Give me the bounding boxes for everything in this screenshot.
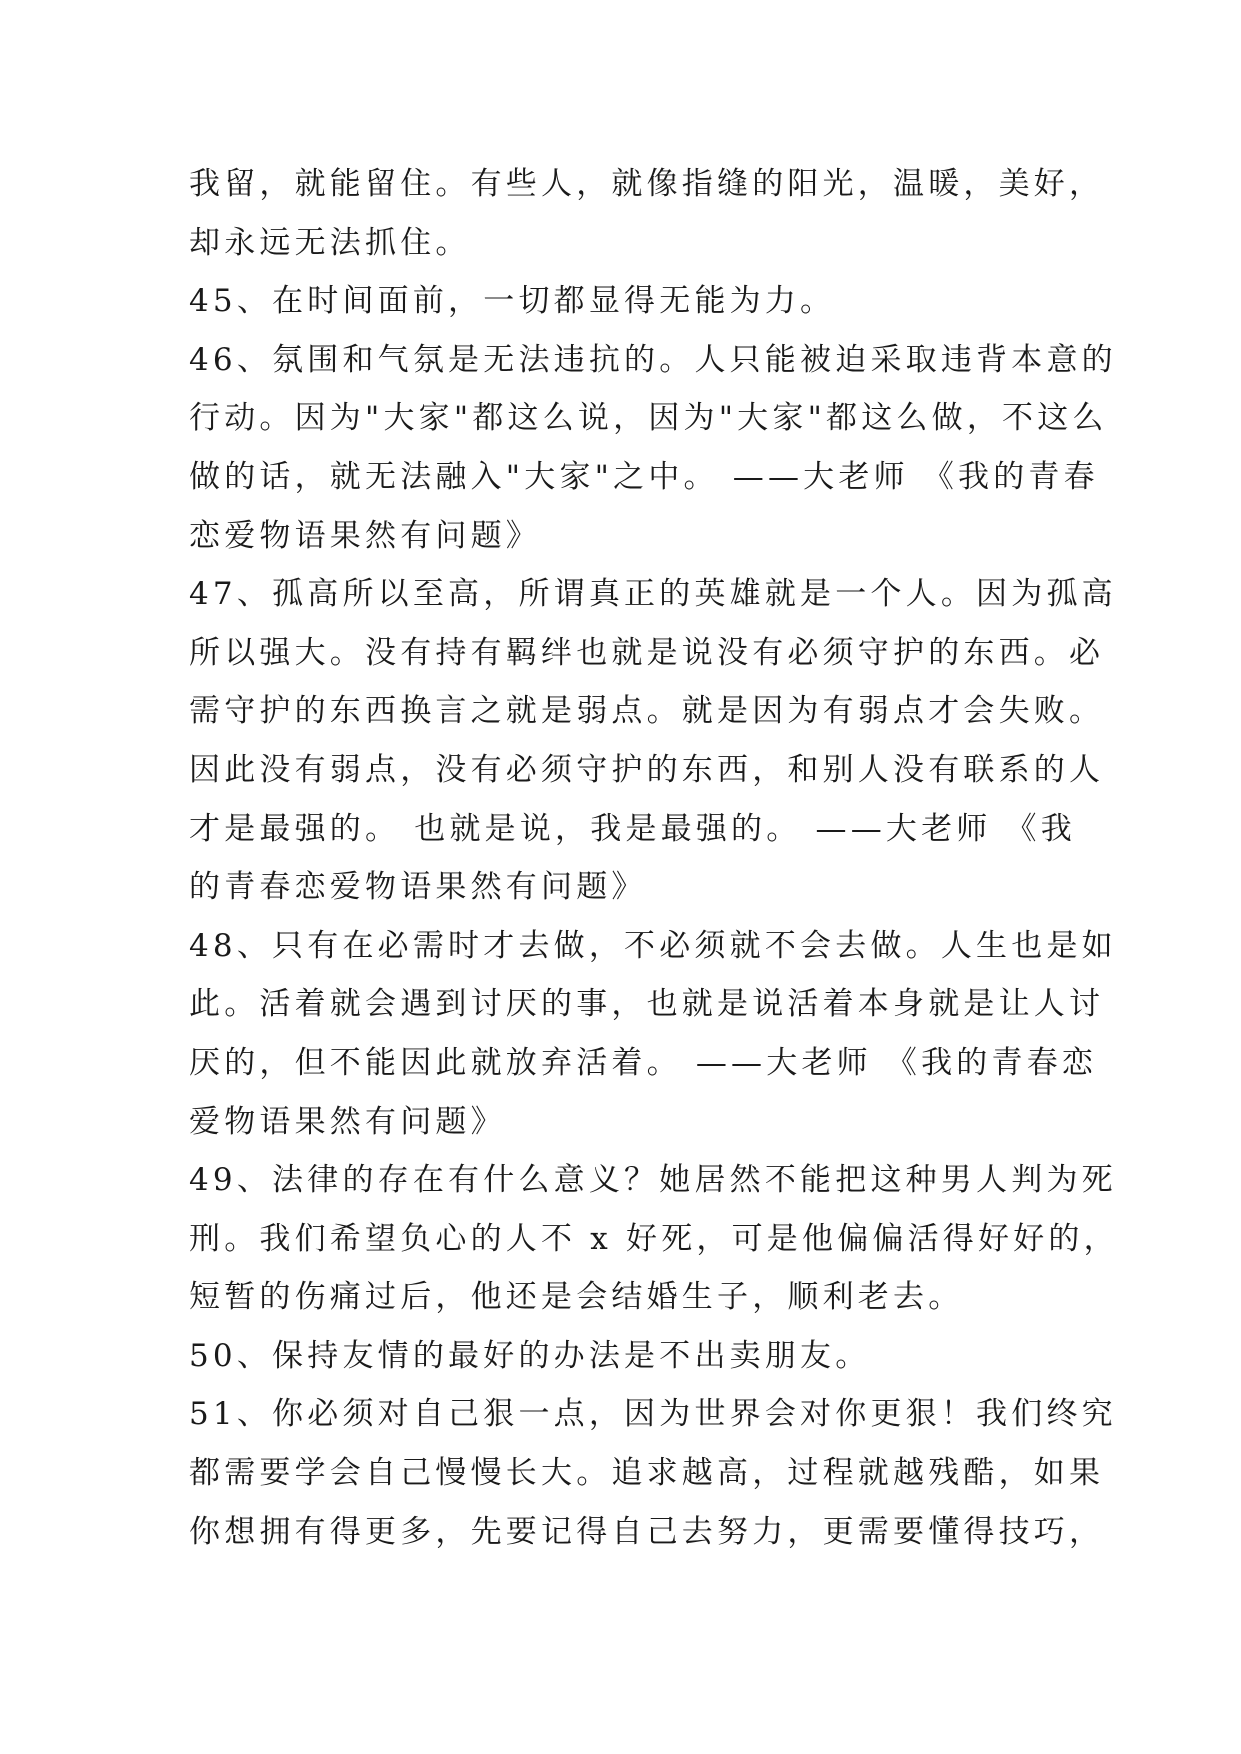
text-line: 49、法律的存在有什么意义？她居然不能把这种男人判为死 xyxy=(189,1162,1117,1199)
text-line: 刑。我们希望负心的人不 x 好死，可是他偏偏活得好好的， xyxy=(189,1220,1119,1257)
text-line: 却永远无法抓住。 xyxy=(189,224,471,261)
document-body xyxy=(189,155,1119,1561)
text-line: 都需要学会自己慢慢长大。追求越高，过程就越残酷，如果 xyxy=(189,1455,1105,1492)
text-line: 行动。因为"大家"都这么说，因为"大家"都这么做，不这么 xyxy=(189,400,1108,437)
text-line: 所以强大。没有持有羁绊也就是说没有必须守护的东西。必 xyxy=(189,634,1105,671)
text-line: 厌的，但不能因此就放弃活着。 ——大老师 《我的青春恋 xyxy=(189,1044,1098,1081)
text-line: 才是最强的。 也就是说，我是最强的。 ——大老师 《我 xyxy=(189,810,1076,847)
text-line: 做的话，就无法融入"大家"之中。 ——大老师 《我的青春 xyxy=(189,458,1099,495)
text-line: 恋爱物语果然有问题》 xyxy=(189,517,541,554)
text-line: 51、你必须对自己狠一点，因为世界会对你更狠！我们终究 xyxy=(189,1396,1117,1433)
text-line: 需守护的东西换言之就是弱点。就是因为有弱点才会失败。 xyxy=(189,693,1105,730)
text-line: 47、孤高所以至高，所谓真正的英雄就是一个人。因为孤高 xyxy=(189,576,1117,613)
text-line: 我留，就能留住。有些人，就像指缝的阳光，温暖，美好， xyxy=(189,166,1105,202)
text-line: 此。活着就会遇到讨厌的事，也就是说活着本身就是让人讨 xyxy=(189,986,1105,1023)
text-line: 46、氛围和气氛是无法违抗的。人只能被迫采取违背本意的 xyxy=(189,341,1117,378)
text-line: 短暂的伤痛过后，他还是会结婚生子，顺利老去。 xyxy=(189,1279,964,1316)
text-line: 50、保持友情的最好的办法是不出卖朋友。 xyxy=(189,1337,871,1374)
text-line: 爱物语果然有问题》 xyxy=(189,1103,506,1140)
text-line: 48、只有在必需时才去做，不必须就不会去做。人生也是如 xyxy=(189,927,1117,964)
text-line: 因此没有弱点，没有必须守护的东西，和别人没有联系的人 xyxy=(189,751,1105,788)
text-line: 的青春恋爱物语果然有问题》 xyxy=(189,869,647,906)
text-line: 你想拥有得更多，先要记得自己去努力，更需要懂得技巧， xyxy=(189,1513,1105,1550)
text-line: 45、在时间面前，一切都显得无能为力。 xyxy=(189,283,836,320)
